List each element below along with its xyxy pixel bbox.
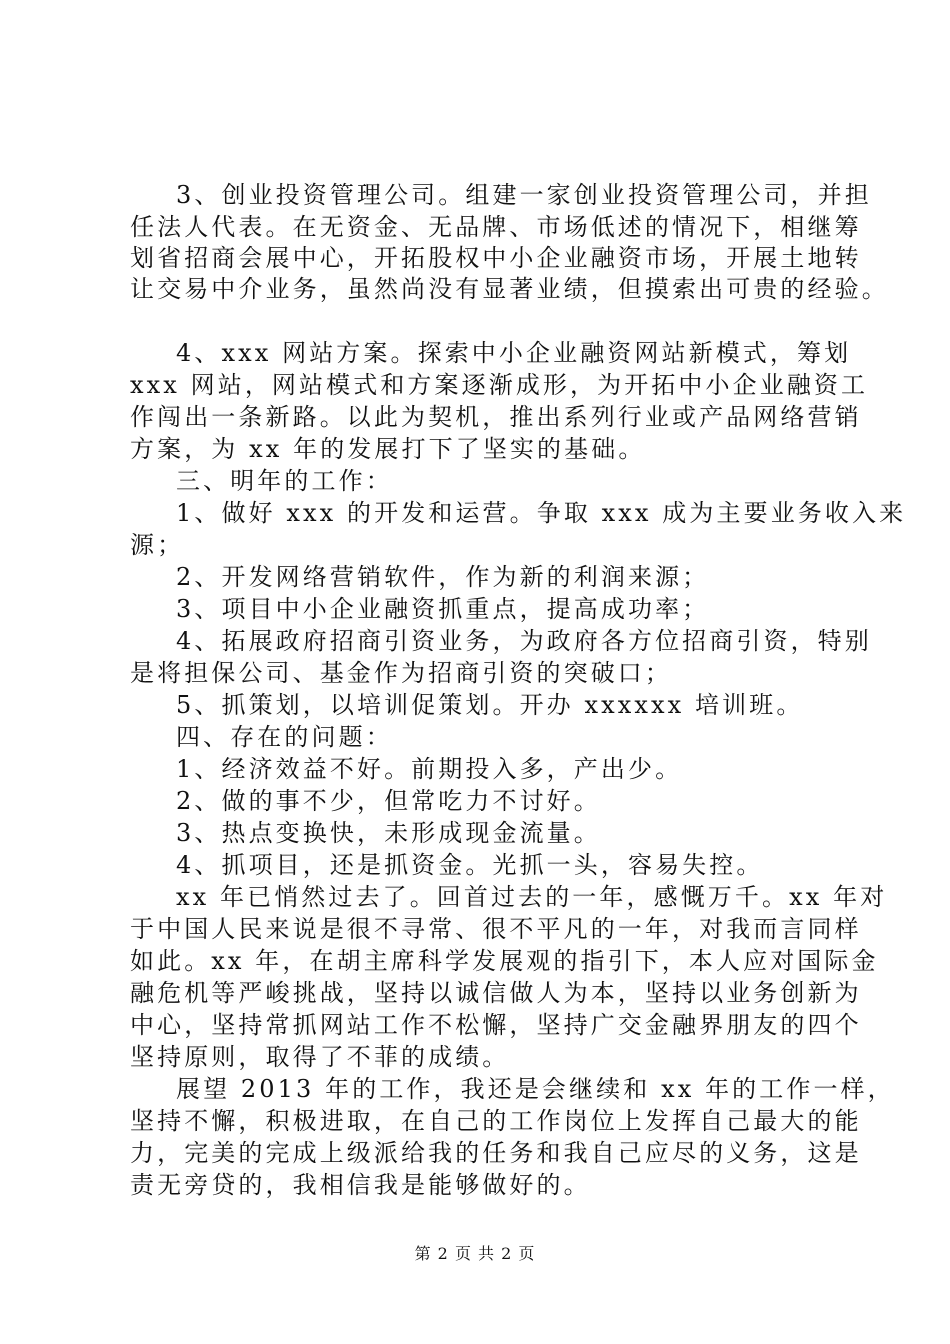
list-item: 4、抓项目，还是抓资金。光抓一头，容易失控。 xyxy=(176,851,764,879)
paragraph-line: 展望 2013 年的工作，我还是会继续和 xx 年的工作一样， xyxy=(176,1075,895,1103)
paragraph-line: xx 年已悄然过去了。回首过去的一年，感慨万千。xx 年对 xyxy=(176,883,888,911)
list-item: 5、抓策划，以培训促策划。开办 xxxxxx 培训班。 xyxy=(176,691,804,719)
list-item: 2、做的事不少，但常吃力不讨好。 xyxy=(176,787,601,815)
list-item: 4、拓展政府招商引资业务，为政府各方位招商引资，特别 xyxy=(176,627,872,655)
paragraph-line: 于中国人民来说是很不寻常、很不平凡的一年，对我而言同样 xyxy=(130,915,862,943)
list-item: 3、项目中小企业融资抓重点，提高成功率； xyxy=(176,595,710,623)
paragraph-line: 融危机等严峻挑战，坚持以诚信做人为本，坚持以业务创新为 xyxy=(130,979,862,1007)
paragraph-line: 坚持原则，取得了不菲的成绩。 xyxy=(130,1043,510,1071)
section-heading: 三、明年的工作： xyxy=(176,467,393,495)
paragraph-line: 力，完美的完成上级派给我的任务和我自己应尽的义务，这是 xyxy=(130,1139,862,1167)
page-footer: 第 2 页 共 2 页 xyxy=(414,1244,536,1263)
list-item: 3、热点变换快，未形成现金流量。 xyxy=(176,819,601,847)
paragraph-line: 作闯出一条新路。以此为契机，推出系列行业或产品网络营销 xyxy=(130,403,862,431)
list-item: 是将担保公司、基金作为招商引资的突破口； xyxy=(130,659,672,687)
paragraph-line: 责无旁贷的，我相信我是能够做好的。 xyxy=(130,1171,591,1199)
paragraph-line: 中心，坚持常抓网站工作不松懈，坚持广交金融界朋友的四个 xyxy=(130,1011,862,1039)
list-item: 1、经济效益不好。前期投入多，产出少。 xyxy=(176,755,683,783)
list-item: 源； xyxy=(130,531,185,559)
paragraph-line: 任法人代表。在无资金、无品牌、市场低述的情况下，相继筹 xyxy=(130,213,862,241)
paragraph-line: 划省招商会展中心，开拓股权中小企业融资市场，开展土地转 xyxy=(130,244,862,272)
paragraph-line: 如此。xx 年，在胡主席科学发展观的指引下，本人应对国际金 xyxy=(130,947,879,975)
section-heading: 四、存在的问题： xyxy=(176,723,393,751)
paragraph-line: 4、xxx 网站方案。探索中小企业融资网站新模式，筹划 xyxy=(176,339,852,367)
list-item: 2、开发网络营销软件，作为新的利润来源； xyxy=(176,563,710,591)
paragraph-line: 让交易中介业务，虽然尚没有显著业绩，但摸索出可贵的经验。 xyxy=(130,275,889,303)
paragraph-line: 3、创业投资管理公司。组建一家创业投资管理公司，并担 xyxy=(176,181,872,209)
list-item: 1、做好 xxx 的开发和运营。争取 xxx 成为主要业务收入来 xyxy=(176,499,907,527)
paragraph-line: xxx 网站，网站模式和方案逐渐成形，为开拓中小企业融资工 xyxy=(130,371,869,399)
paragraph-line: 方案，为 xx 年的发展打下了坚实的基础。 xyxy=(130,435,646,463)
paragraph-line: 坚持不懈，积极进取，在自己的工作岗位上发挥自己最大的能 xyxy=(130,1107,862,1135)
